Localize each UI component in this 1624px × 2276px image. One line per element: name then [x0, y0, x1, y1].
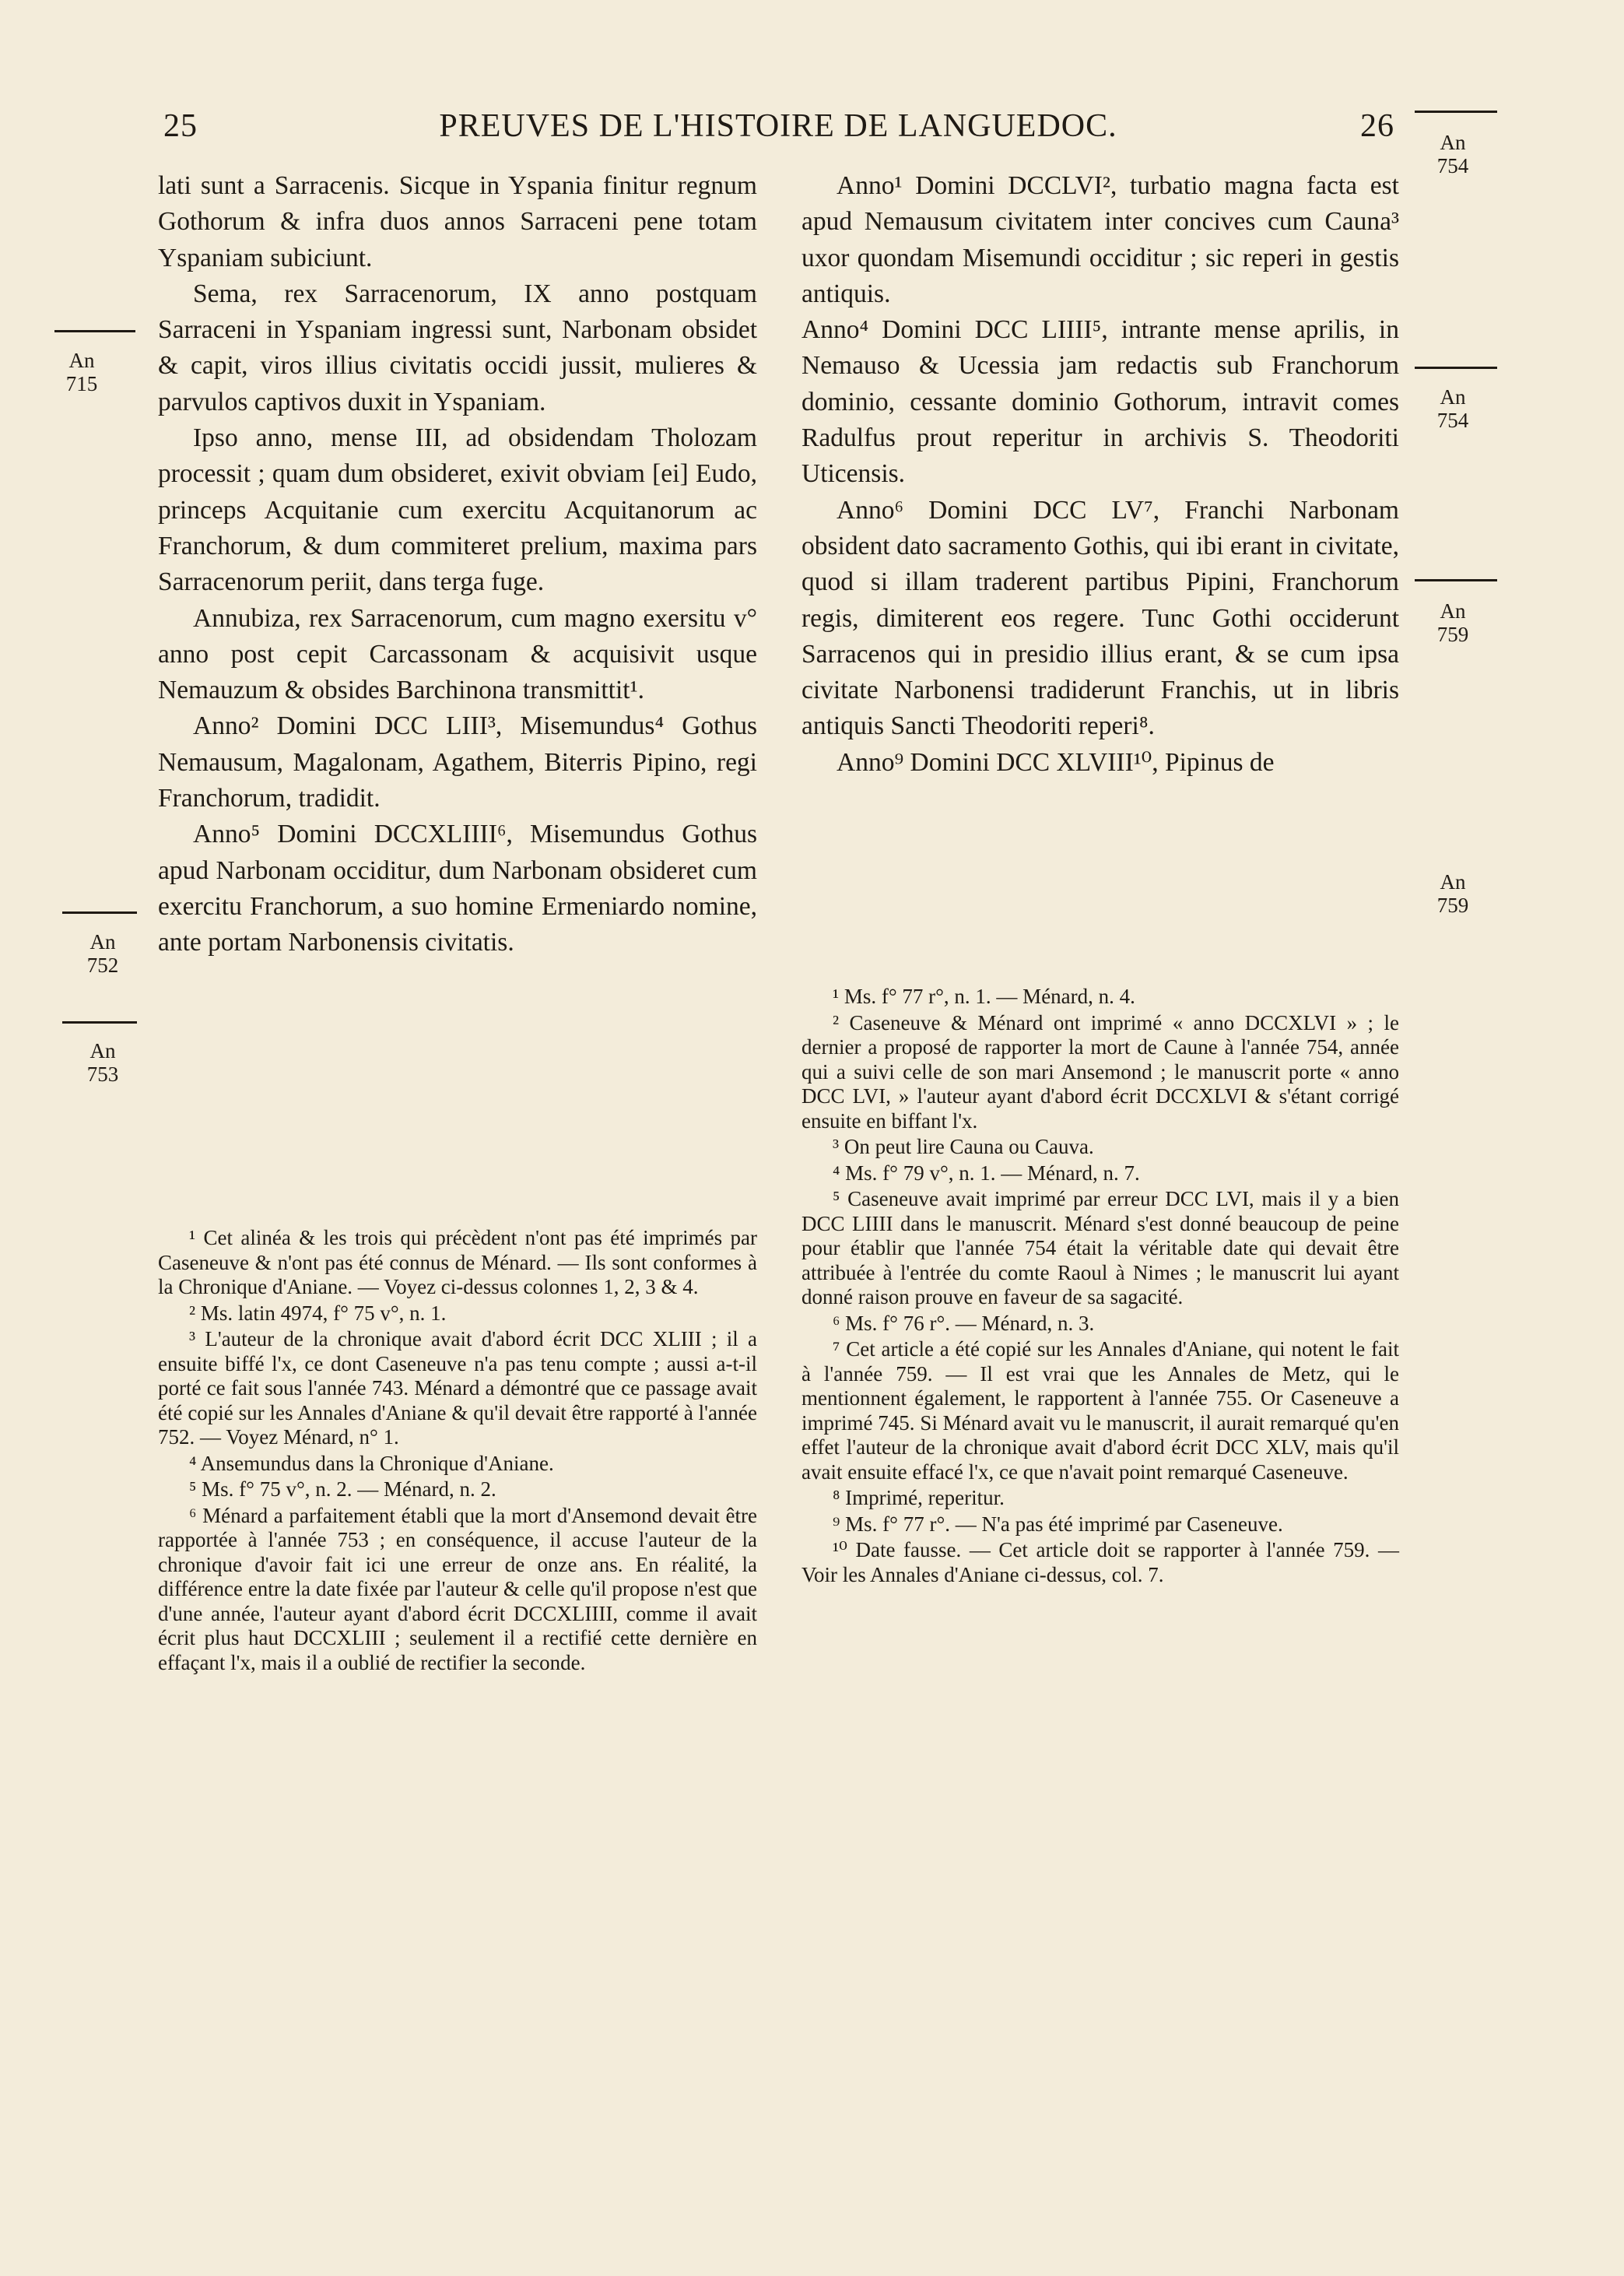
paragraph: Anno¹ Domini DCCLVI², turbatio magna facta est apud Nemausum civitatem inter concives cum Cauna³ uxor quondam Misemundi occiditur ; sic reperi in gestis antiquis.	[801, 171, 1399, 308]
footnote: ⁹ Ms. f° 77 r°. — N'a pas été imprimé par Caseneuve.	[833, 1512, 1283, 1536]
margin-year-752: An 752	[86, 930, 119, 977]
left-column-text	[158, 168, 757, 961]
margin-rule	[62, 1021, 137, 1024]
footnote: ² Caseneuve & Ménard ont imprimé « anno DCCXLVI » ; le dernier a proposé de rapporter la mort de Caune à l'année 754, année qui a suivi celle de son mari Ansemond ; le manuscrit porte « anno DCC LVI, » l'auteur ayant d'abord écrit DCCXLVI & s'étant corrigé ensuite en biffant l'x.	[801, 1010, 1399, 1133]
margin-rule	[62, 911, 137, 914]
footnote: ⁷ Cet article a été copié sur les Annales d'Aniane, qui notent le fait à l'année 759. — Il est vrai que les Annales de Metz, qui le mentionnent également, le rapportent à l'année 755. Or Caseneuve a imprimé 745. Si Ménard avait vu le manuscrit, il aurait remarqué qu'en effet l'auteur de la chronique avait d'abord écrit DCC XLV, mais qu'il avait ensuite effacé l'x, ce que n'avait point remarqué Caseneuve.	[801, 1337, 1399, 1484]
footnote: ¹⁰ Date fausse. — Cet article doit se rapporter à l'année 759. — Voir les Annales d'Aniane ci-dessus, col. 7.	[801, 1538, 1399, 1586]
footnote: ³ On peut lire Cauna ou Cauva.	[833, 1135, 1094, 1158]
page-number-left: 25	[163, 108, 198, 144]
footnote: ¹ Cet alinéa & les trois qui précèdent n'ont pas été imprimés par Caseneuve & n'ont pas été connus de Ménard. — Ils sont conformes à la Chronique d'Aniane. — Voyez ci-dessus colonnes 1, 2, 3 & 4.	[158, 1226, 757, 1298]
page-title: PREUVES DE L'HISTOIRE DE LANGUEDOC.	[439, 108, 1117, 144]
right-column-text	[801, 168, 1399, 781]
paragraph: Ipso anno, mense III, ad obsidendam Tholozam processit ; quam dum obsideret, exivit obviam [ei] Eudo, princeps Acquitanie cum exercitu Acquitanorum ac Franchorum, & dum commiteret prelium, maxima pars Sarracenorum periit, dans terga fuge.	[158, 423, 757, 597]
paragraph: Anno⁵ Domini DCCXLIIII⁶, Misemundus Gothus apud Narbonam occiditur, dum Narbonam obsideret cum exercitu Franchorum, a suo homine Ermeniardo nomine, ante portam Narbonensis civitatis.	[158, 820, 757, 957]
left-footnotes	[158, 1226, 757, 1677]
paragraph: Anno⁶ Domini DCC LV⁷, Franchi Narbonam obsident dato sacramento Gothis, qui ibi erant in civitate, quod si illam traderent partibus Pipini, Franchorum regis, dimiterent eos regere. Tunc Gothi occiderunt Sarracenos qui in presidio illius erant, & se cum ipsa civitate Narbonensi tradiderunt Franchis, ut in libris antiquis Sancti Theodoriti reperi⁸.	[801, 495, 1399, 741]
margin-year-759b: An 759	[1436, 870, 1469, 917]
paragraph: Anno² Domini DCC LIII³, Misemundus⁴ Gothus Nemausum, Magalonam, Agathem, Biterris Pipino, regi Franchorum, tradidit.	[158, 711, 757, 813]
footnote: ¹ Ms. f° 77 r°, n. 1. — Ménard, n. 4.	[833, 985, 1135, 1008]
footnote: ⁶ Ménard a parfaitement établi que la mort d'Ansemond devait être rapportée à l'année 753 ; en conséquence, il accuse l'auteur de la chronique d'avoir fait ici une erreur de onze ans. En réalité, la différence entre la date fixée par l'auteur & celle qu'il propose n'est que d'une année, l'auteur ayant d'abord écrit DCCXLIIII, comme il avait écrit plus haut DCCXLIII ; seulement il a rectifié cette dernière en effaçant l'x, mais il a oublié de rectifier la seconde.	[158, 1503, 757, 1674]
margin-year-753: An 753	[86, 1039, 119, 1086]
margin-rule	[1415, 111, 1497, 113]
footnote: ⁶ Ms. f° 76 r°. — Ménard, n. 3.	[833, 1311, 1095, 1335]
paragraph: Anno⁴ Domini DCC LIIII⁵, intrante mense aprilis, in Nemauso & Ucessia jam redactis sub Franchorum dominio, cessante dominio Gothorum, intravit comes Radulfus prout reperitur in archivis S. Theodoriti Uticensis.	[801, 315, 1399, 489]
page-number-right: 26	[1360, 108, 1394, 144]
footnote: ³ L'auteur de la chronique avait d'abord écrit DCC XLIII ; il a ensuite biffé l'x, ce dont Caseneuve n'a pas tenu compte ; aussi a-t-il porté ce fait sous l'année 743. Ménard a démontré que ce passage avait été copié sur les Annales d'Aniane & qu'il devait être rapporté à l'année 752. — Voyez Ménard, n° 1.	[158, 1327, 757, 1449]
footnote: ⁸ Imprimé, reperitur.	[833, 1486, 1005, 1509]
margin-rule	[1415, 367, 1497, 369]
footnote: ² Ms. latin 4974, f° 75 v°, n. 1.	[189, 1301, 447, 1325]
margin-rule	[1415, 579, 1497, 581]
paragraph: Annubiza, rex Sarracenorum, cum magno exersitu v° anno post cepit Carcassonam & acquisivit usque Nemauzum & obsides Barchinona transmittit¹.	[158, 603, 757, 705]
margin-year-715: An 715	[65, 349, 98, 395]
margin-year-759: An 759	[1436, 599, 1469, 646]
footnote: ⁴ Ms. f° 79 v°, n. 1. — Ménard, n. 7.	[833, 1161, 1140, 1185]
margin-year-754: An 754	[1436, 131, 1469, 177]
footnote: ⁵ Caseneuve avait imprimé par erreur DCC LVI, mais il y a bien DCC LIIII dans le manuscrit. Ménard s'est donné beaucoup de peine pour établir que l'année 754 était la véritable date qui devait être attribuée à l'entrée du comte Raoul à Nimes ; le manuscrit lui ayant donné raison prouve en faveur de sa sagacité.	[801, 1187, 1399, 1308]
margin-rule	[54, 330, 135, 332]
right-footnotes	[801, 985, 1399, 1589]
margin-year-754b: An 754	[1436, 385, 1469, 432]
paragraph: lati sunt a Sarracenis. Sicque in Yspania finitur regnum Gothorum & infra duos annos Sarraceni pene totam Yspaniam subiciunt.	[158, 171, 757, 272]
footnote: ⁵ Ms. f° 75 v°, n. 2. — Ménard, n. 2.	[189, 1477, 496, 1501]
footnote: ⁴ Ansemundus dans la Chronique d'Aniane.	[189, 1451, 554, 1475]
paragraph: Anno⁹ Domini DCC XLVIII¹⁰, Pipinus de	[837, 747, 1275, 777]
paragraph: Sema, rex Sarracenorum, IX anno postquam Sarraceni in Yspaniam ingressi sunt, Narbonam obsidet & capit, viros illius civitatis occidi jussit, mulieres & parvulos captivos duxit in Yspaniam.	[158, 279, 757, 416]
